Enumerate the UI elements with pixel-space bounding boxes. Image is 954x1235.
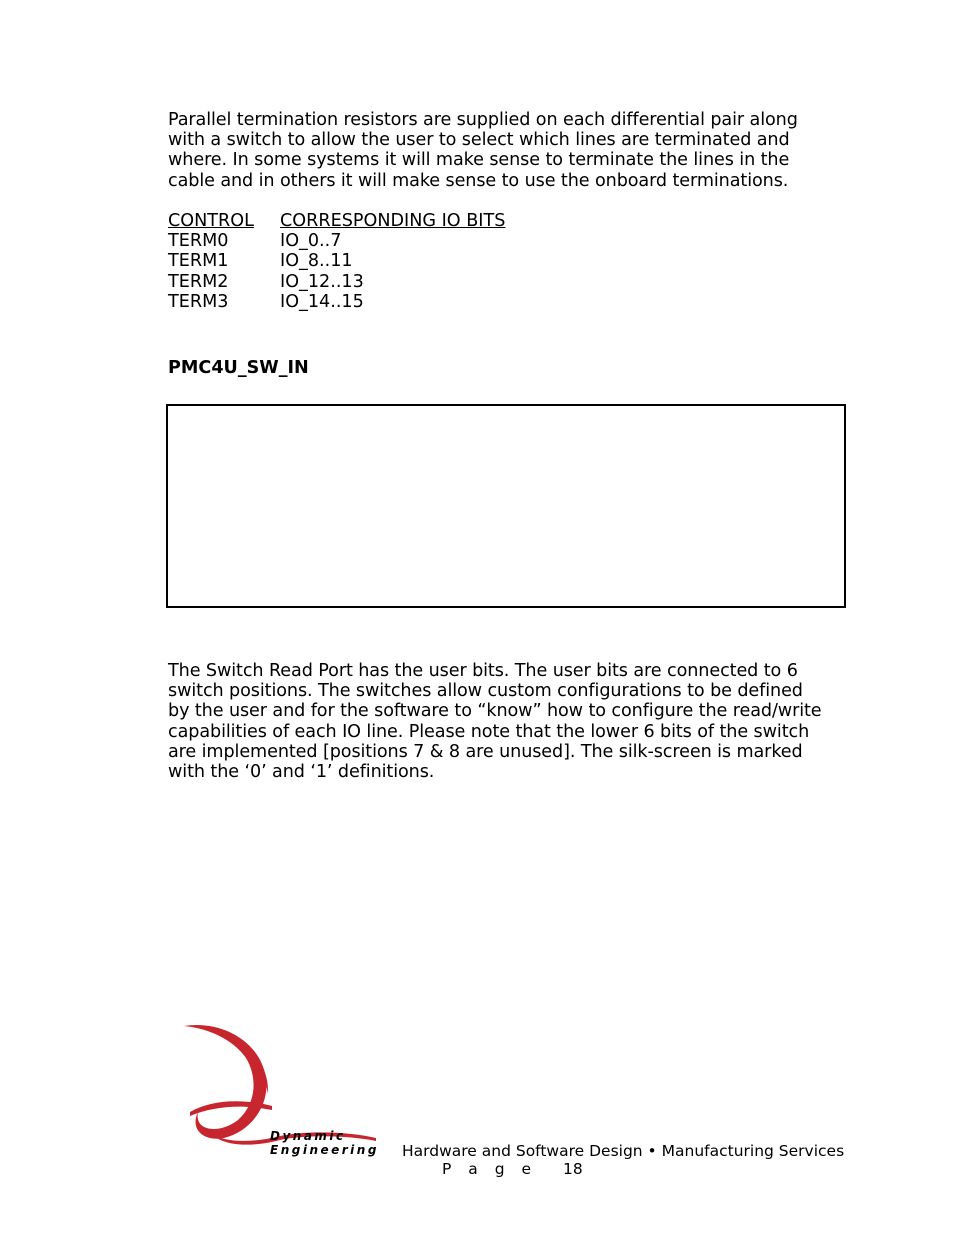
control-cell: TERM1	[168, 251, 229, 272]
logo-text-engineering: Engineering	[270, 1143, 379, 1157]
text-line: The Switch Read Port has the user bits. The user bits are connected to 6	[168, 661, 798, 681]
text-line: with the ‘0’ and ‘1’ definitions.	[168, 762, 435, 783]
text-line: capabilities of each IO line. Please note that the lower 6 bits of the switch	[168, 721, 810, 742]
dynamic-engineering-logo	[180, 1020, 380, 1162]
table-row	[168, 292, 505, 312]
text-line: where. In some systems it will make sense to terminate the lines in the	[168, 150, 790, 171]
footer-page	[442, 1160, 583, 1178]
header-io-bits: CORRESPONDING IO BITS	[280, 211, 506, 231]
switch-description-paragraph	[168, 661, 848, 782]
page-label: P a g e	[442, 1160, 538, 1178]
header-control: CONTROL	[168, 211, 254, 231]
io-bits-cell: IO_0..7	[280, 231, 342, 252]
table-header-row	[168, 211, 505, 231]
text-line: with a switch to allow the user to select which lines are terminated and	[168, 130, 790, 151]
page-number: 18	[563, 1160, 583, 1178]
table-row	[168, 272, 505, 292]
control-cell: TERM2	[168, 271, 229, 292]
text-line: switch positions. The switches allow custom configurations to be defined	[168, 681, 803, 702]
intro-paragraph	[168, 110, 848, 191]
io-bits-cell: IO_12..13	[280, 271, 364, 292]
footer-services: Hardware and Software Design • Manufacturing Services	[402, 1142, 845, 1160]
logo-swirl-icon	[184, 1025, 376, 1145]
text-line: by the user and for the software to “know” how to configure the read/write	[168, 701, 822, 722]
logo-text-dynamic: Dynamic	[270, 1129, 346, 1143]
termination-table	[168, 211, 505, 312]
io-bits-cell: IO_14..15	[280, 291, 364, 312]
register-box	[166, 404, 846, 608]
control-cell: TERM0	[168, 231, 229, 252]
io-bits-cell: IO_8..11	[280, 251, 353, 272]
control-cell: TERM3	[168, 291, 229, 312]
text-line: are implemented [positions 7 & 8 are unused]. The silk-screen is marked	[168, 741, 803, 762]
section-heading: PMC4U_SW_IN	[168, 358, 309, 378]
text-line: Parallel termination resistors are supplied on each differential pair along	[168, 110, 798, 130]
text-line: cable and in others it will make sense to use the onboard terminations.	[168, 170, 789, 191]
table-row	[168, 251, 505, 271]
table-row	[168, 231, 505, 251]
